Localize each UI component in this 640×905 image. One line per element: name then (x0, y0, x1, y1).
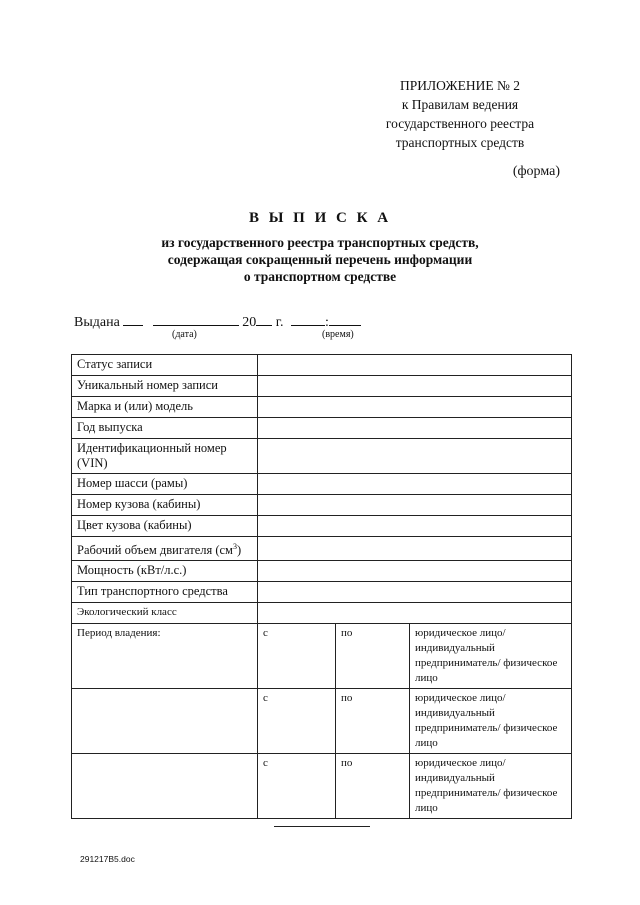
engine-volume-label: Рабочий объем двигателя (см (77, 543, 233, 558)
subtitle-line: содержащая сокращенный перечень информации (167, 252, 473, 267)
row-value-cell[interactable] (258, 537, 572, 561)
appendix-line: транспортных средств (395, 135, 525, 150)
table-row (72, 495, 572, 516)
table-row (72, 397, 572, 418)
row-label: Мощность (кВт/л.с.) (72, 561, 258, 582)
appendix-header (360, 76, 560, 152)
engine-unit-superscript: 3 (232, 542, 237, 551)
ownership-empty-cell (72, 689, 258, 754)
row-value-cell[interactable] (258, 397, 572, 418)
row-label: Тип транспортного средства (72, 582, 258, 603)
issued-label: Выдана (74, 315, 120, 330)
row-value-cell[interactable] (258, 376, 572, 397)
appendix-line: к Правилам ведения (401, 97, 519, 112)
table-row (72, 516, 572, 537)
year-field[interactable] (256, 311, 272, 326)
time-caption: (время) (322, 329, 354, 340)
row-value-cell[interactable] (258, 418, 572, 439)
engine-unit-close: ) (236, 543, 242, 558)
row-label: Статус записи (72, 355, 258, 376)
ownership-to-cell[interactable]: по (336, 754, 410, 819)
owner-type-cell: юридическое лицо/ индивидуальный предприниматель/ физическое лицо (410, 689, 572, 754)
year-prefix: 20 (242, 315, 257, 330)
appendix-title: ПРИЛОЖЕНИЕ № 2 (399, 78, 521, 93)
row-value-cell[interactable] (258, 495, 572, 516)
row-label: Идентификационный номер (VIN) (72, 439, 258, 474)
subtitle-line: из государственного реестра транспортных средств, (161, 235, 479, 250)
row-value-cell[interactable] (258, 516, 572, 537)
row-value-cell[interactable] (258, 561, 572, 582)
vehicle-info-table (71, 354, 572, 819)
file-name: 291217B5.doc (80, 854, 135, 864)
month-field[interactable] (153, 311, 239, 326)
table-row (72, 376, 572, 397)
owner-type-cell: юридическое лицо/ индивидуальный предприниматель/ физическое лицо (410, 624, 572, 689)
ownership-to-cell[interactable]: по (336, 624, 410, 689)
ownership-row (72, 689, 572, 754)
row-label: Марка и (или) модель (72, 397, 258, 418)
document-title: В Ы П И С К А (248, 210, 392, 226)
issued-line (74, 311, 361, 331)
row-label: Год выпуска (72, 418, 258, 439)
row-label: Цвет кузова (кабины) (72, 516, 258, 537)
row-label: Уникальный номер записи (72, 376, 258, 397)
document-subtitle (0, 234, 640, 285)
row-value-cell[interactable] (258, 439, 572, 474)
hours-field[interactable] (291, 311, 325, 326)
table-row (72, 355, 572, 376)
owner-type-cell: юридическое лицо/ индивидуальный предприниматель/ физическое лицо (410, 754, 572, 819)
table-row (72, 561, 572, 582)
ownership-label: Период владения: (72, 624, 258, 689)
day-field[interactable] (123, 311, 143, 326)
ownership-empty-cell (72, 754, 258, 819)
appendix-line: государственного реестра (385, 116, 535, 131)
time-separator: : (324, 315, 329, 330)
row-value-cell[interactable] (258, 355, 572, 376)
row-value-cell[interactable] (258, 603, 572, 624)
table-row (72, 439, 572, 474)
footer-divider (274, 826, 370, 827)
row-label: Экологический класс (72, 603, 258, 624)
ownership-from-cell[interactable]: с (258, 754, 336, 819)
table-row (72, 418, 572, 439)
row-label (72, 537, 258, 561)
table-row (72, 537, 572, 561)
minutes-field[interactable] (329, 311, 361, 326)
table-row (72, 582, 572, 603)
year-suffix: г. (275, 315, 284, 330)
row-label: Номер кузова (кабины) (72, 495, 258, 516)
table-row (72, 603, 572, 624)
row-value-cell[interactable] (258, 474, 572, 495)
form-label: (форма) (512, 164, 560, 179)
date-caption: (дата) (172, 329, 197, 340)
ownership-row (72, 624, 572, 689)
ownership-to-cell[interactable]: по (336, 689, 410, 754)
subtitle-line: о транспортном средстве (243, 269, 397, 284)
ownership-row (72, 754, 572, 819)
ownership-from-cell[interactable]: с (258, 689, 336, 754)
row-label: Номер шасси (рамы) (72, 474, 258, 495)
ownership-from-cell[interactable]: с (258, 624, 336, 689)
row-value-cell[interactable] (258, 582, 572, 603)
table-row (72, 474, 572, 495)
